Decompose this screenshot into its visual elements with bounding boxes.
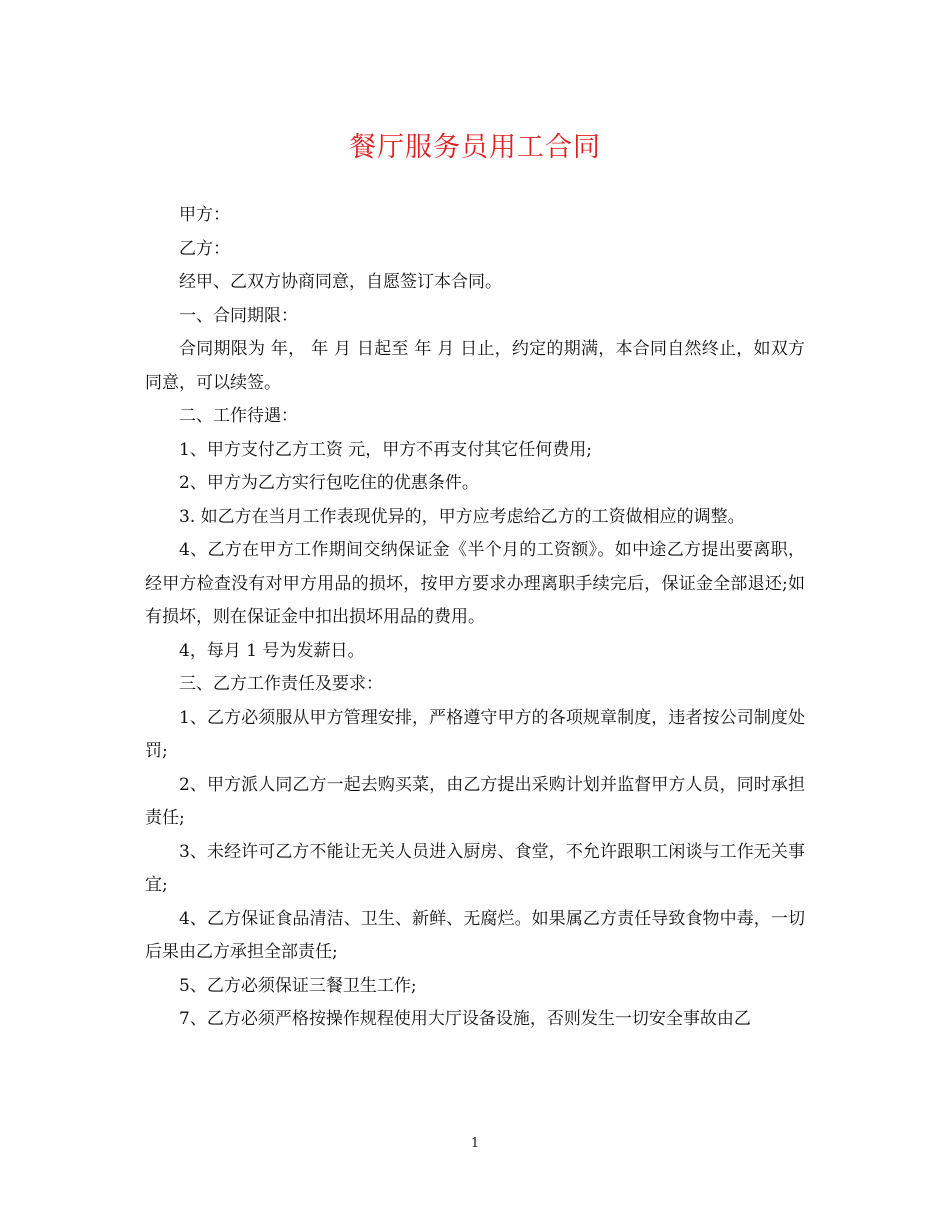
paragraph-pay-1: 1、甲方支付乙方工资 元，甲方不再支付其它任何费用; — [179, 439, 592, 460]
section-heading-pay: 二、工作待遇： — [179, 406, 298, 426]
paragraph-pay-4: 4、乙方在甲方工作期间交纳保证金《半个月的工资额》。如中途乙方提出要离职，经甲方检查没有对甲方用品的损坏，按甲方要求办理离职手续完后，保证金全部退还;如有损坏，则在保证金中扣出损坏用品的费用。 — [145, 540, 805, 627]
section-heading-term: 一、合同期限： — [179, 305, 298, 326]
paragraph-pay-3: 3. 如乙方在当月工作表现优异的，甲方应考虑给乙方的工资做相应的调整。 — [179, 506, 745, 527]
document-body — [145, 199, 805, 1037]
paragraph-duty-1: 1、乙方必须服从甲方管理安排，严格遵守甲方的各项规章制度，违者按公司制度处罚; — [145, 707, 805, 761]
paragraph-payday: 4，每月 1 号为发薪日。 — [179, 640, 365, 661]
paragraph-duty-7: 7、乙方必须严格按操作规程使用大厅设备设施，否则发生一切安全事故由乙 — [179, 1009, 751, 1029]
paragraph-pay-2: 2、甲方为乙方实行包吃住的优惠条件。 — [179, 473, 479, 493]
paragraph-duty-4: 4、乙方保证食品清洁、卫生、新鲜、无腐烂。如果属乙方责任导致食物中毒，一切后果由乙方承担全部责任; — [145, 908, 805, 962]
paragraph-party-a: 甲方： — [179, 205, 230, 225]
paragraph-duty-5: 5、乙方必须保证三餐卫生工作; — [179, 975, 417, 996]
paragraph-agreement: 经甲、乙双方协商同意，自愿签订本合同。 — [179, 272, 502, 292]
paragraph-duty-2: 2、甲方派人同乙方一起去购买菜，由乙方提出采购计划并监督甲方人员，同时承担责任; — [145, 774, 805, 828]
paragraph-term: 合同期限为 年， 年 月 日起至 年 月 日止，约定的期满，本合同自然终止，如双方同意，可以续签。 — [145, 339, 805, 393]
document-title: 餐厅服务员用工合同 — [349, 132, 601, 163]
section-heading-duties: 三、乙方工作责任及要求： — [179, 674, 383, 694]
page-number: 1 — [470, 1136, 480, 1151]
paragraph-duty-3: 3、未经许可乙方不能让无关人员进入厨房、食堂，不允许跟职工闲谈与工作无关事宜; — [145, 841, 805, 895]
paragraph-party-b: 乙方： — [179, 238, 230, 259]
